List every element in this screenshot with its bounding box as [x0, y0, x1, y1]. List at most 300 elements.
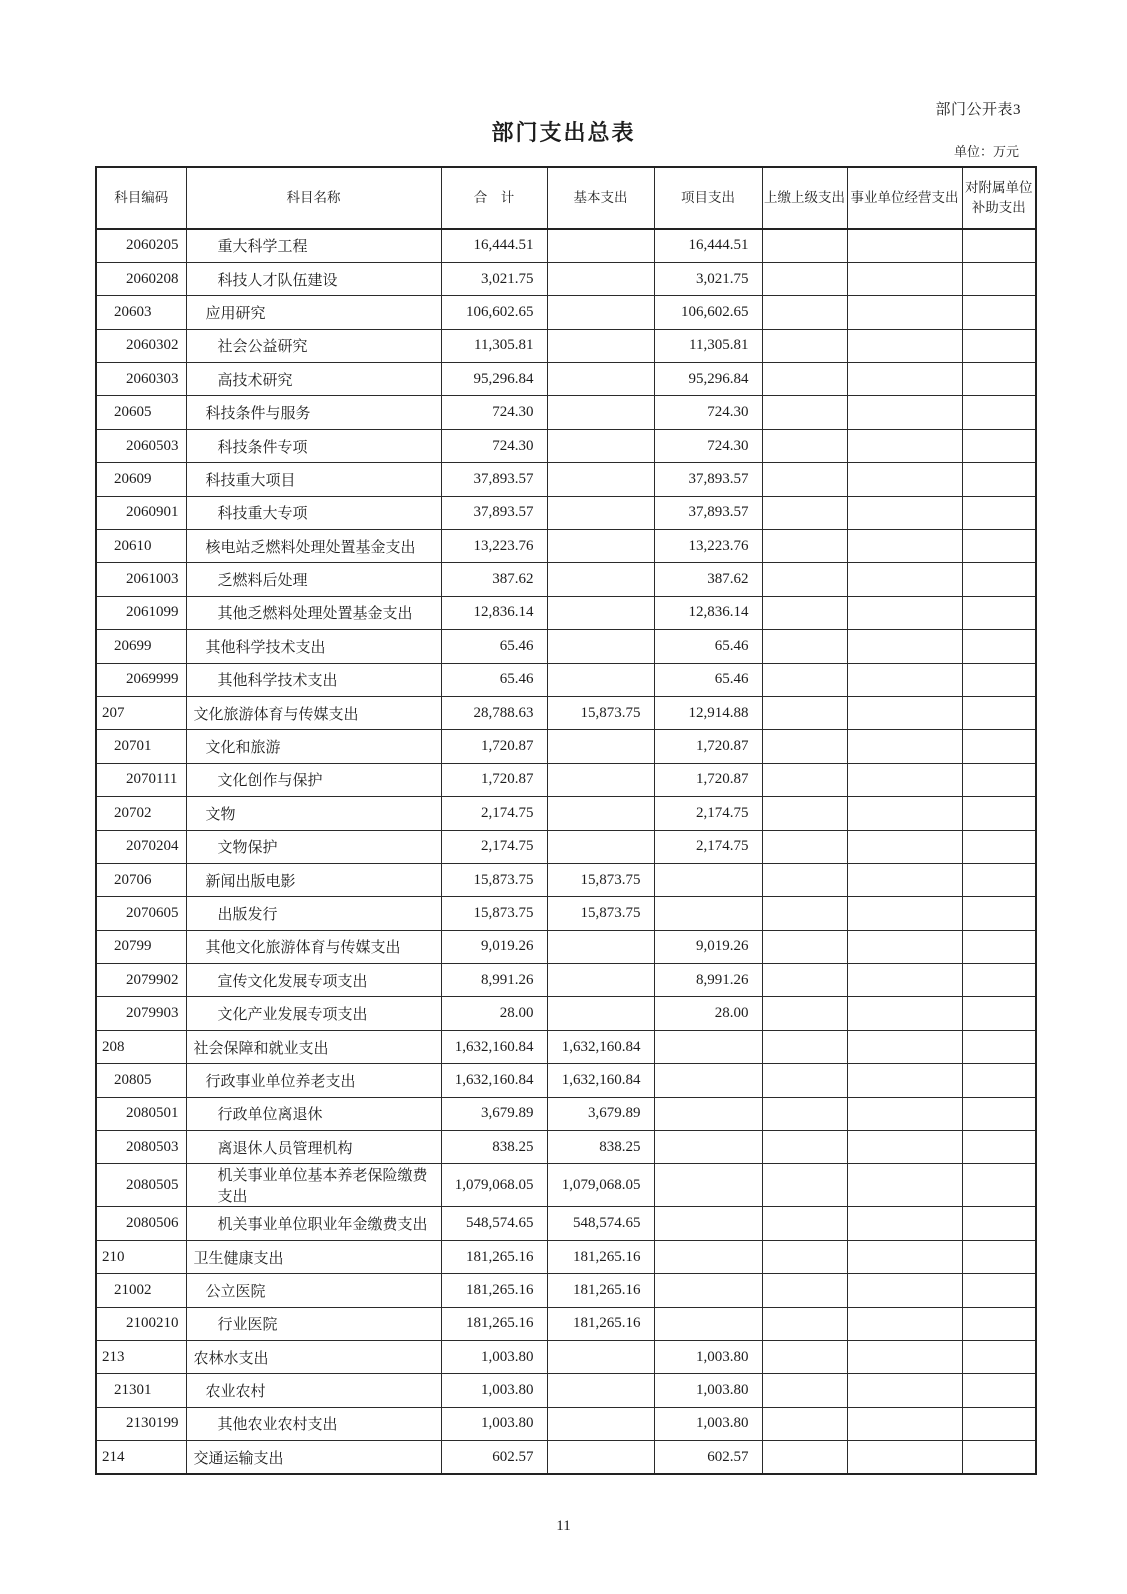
code-cell: 2060901: [96, 496, 186, 529]
upper-cell: [762, 1407, 847, 1440]
code-cell: 2060503: [96, 429, 186, 462]
basic-cell: 15,873.75: [547, 863, 654, 896]
total-cell: 1,003.80: [441, 1374, 547, 1407]
project-cell: [654, 1097, 762, 1130]
total-cell: 28,788.63: [441, 696, 547, 729]
basic-cell: [547, 1374, 654, 1407]
page-number: 11: [556, 1518, 571, 1534]
oper-cell: [847, 429, 962, 462]
basic-cell: [547, 830, 654, 863]
basic-cell: [547, 964, 654, 997]
basic-cell: [547, 1341, 654, 1374]
table-row: [96, 730, 1036, 763]
table-row: [96, 1407, 1036, 1440]
basic-cell: 838.25: [547, 1131, 654, 1164]
upper-cell: [762, 930, 847, 963]
upper-cell: [762, 730, 847, 763]
column-header-code: 科目编码: [96, 167, 186, 229]
oper-cell: [847, 830, 962, 863]
table-row: [96, 763, 1036, 796]
code-cell: 20702: [96, 797, 186, 830]
basic-cell: 15,873.75: [547, 696, 654, 729]
subsidy-cell: [962, 1307, 1036, 1340]
name-cell: 宣传文化发展专项支出: [186, 964, 441, 997]
total-cell: 602.57: [441, 1441, 547, 1474]
code-cell: 2069999: [96, 663, 186, 696]
upper-cell: [762, 1064, 847, 1097]
subsidy-cell: [962, 930, 1036, 963]
total-cell: 37,893.57: [441, 496, 547, 529]
total-cell: 838.25: [441, 1131, 547, 1164]
total-cell: 9,019.26: [441, 930, 547, 963]
name-cell: 农林水支出: [186, 1341, 441, 1374]
table-row: [96, 797, 1036, 830]
upper-cell: [762, 797, 847, 830]
table-row: [96, 1164, 1036, 1207]
subsidy-cell: [962, 229, 1036, 262]
upper-cell: [762, 1131, 847, 1164]
basic-cell: 1,632,160.84: [547, 1064, 654, 1097]
column-header-upper: 上缴上级支出: [762, 167, 847, 229]
table-row: [96, 964, 1036, 997]
oper-cell: [847, 763, 962, 796]
table-row: [96, 596, 1036, 629]
total-cell: 1,632,160.84: [441, 1030, 547, 1063]
basic-cell: [547, 930, 654, 963]
total-cell: 12,836.14: [441, 596, 547, 629]
oper-cell: [847, 897, 962, 930]
project-cell: 37,893.57: [654, 496, 762, 529]
total-cell: 95,296.84: [441, 363, 547, 396]
basic-cell: 1,079,068.05: [547, 1164, 654, 1207]
name-cell: 公立医院: [186, 1274, 441, 1307]
subsidy-cell: [962, 830, 1036, 863]
code-cell: 21301: [96, 1374, 186, 1407]
subsidy-cell: [962, 1207, 1036, 1240]
table-row: [96, 1097, 1036, 1130]
table-row: [96, 463, 1036, 496]
name-cell: 应用研究: [186, 296, 441, 329]
upper-cell: [762, 1307, 847, 1340]
oper-cell: [847, 563, 962, 596]
oper-cell: [847, 1407, 962, 1440]
oper-cell: [847, 997, 962, 1030]
column-header-name: 科目名称: [186, 167, 441, 229]
project-cell: 1,003.80: [654, 1407, 762, 1440]
basic-cell: [547, 329, 654, 362]
total-cell: 3,021.75: [441, 262, 547, 295]
table-row: [96, 1374, 1036, 1407]
subsidy-cell: [962, 1441, 1036, 1474]
upper-cell: [762, 830, 847, 863]
total-cell: 1,003.80: [441, 1407, 547, 1440]
table-row: [96, 296, 1036, 329]
oper-cell: [847, 930, 962, 963]
oper-cell: [847, 730, 962, 763]
table-row: [96, 830, 1036, 863]
oper-cell: [847, 964, 962, 997]
oper-cell: [847, 1164, 962, 1207]
oper-cell: [847, 1374, 962, 1407]
oper-cell: [847, 329, 962, 362]
code-cell: 2100210: [96, 1307, 186, 1340]
table-row: [96, 229, 1036, 262]
name-cell: 机关事业单位基本养老保险缴费支出: [186, 1164, 441, 1207]
code-cell: 213: [96, 1341, 186, 1374]
total-cell: 1,720.87: [441, 730, 547, 763]
basic-cell: 1,632,160.84: [547, 1030, 654, 1063]
table-row: [96, 563, 1036, 596]
table-row: [96, 1131, 1036, 1164]
project-cell: [654, 1274, 762, 1307]
oper-cell: [847, 630, 962, 663]
upper-cell: [762, 1274, 847, 1307]
total-cell: 181,265.16: [441, 1274, 547, 1307]
table-row: [96, 1030, 1036, 1063]
name-cell: 文化产业发展专项支出: [186, 997, 441, 1030]
code-cell: 2061099: [96, 596, 186, 629]
name-cell: 行政单位离退休: [186, 1097, 441, 1130]
name-cell: 其他乏燃料处理处置基金支出: [186, 596, 441, 629]
oper-cell: [847, 1064, 962, 1097]
total-cell: 1,003.80: [441, 1341, 547, 1374]
basic-cell: [547, 429, 654, 462]
oper-cell: [847, 596, 962, 629]
project-cell: 602.57: [654, 1441, 762, 1474]
oper-cell: [847, 1131, 962, 1164]
table-row: [96, 1240, 1036, 1273]
subsidy-cell: [962, 262, 1036, 295]
name-cell: 文化旅游体育与传媒支出: [186, 696, 441, 729]
upper-cell: [762, 530, 847, 563]
oper-cell: [847, 1097, 962, 1130]
table-row: [96, 329, 1036, 362]
upper-cell: [762, 964, 847, 997]
upper-cell: [762, 630, 847, 663]
total-cell: 724.30: [441, 396, 547, 429]
project-cell: 37,893.57: [654, 463, 762, 496]
table-row: [96, 496, 1036, 529]
name-cell: 新闻出版电影: [186, 863, 441, 896]
project-cell: [654, 1164, 762, 1207]
name-cell: 科技人才队伍建设: [186, 262, 441, 295]
subsidy-cell: [962, 897, 1036, 930]
project-cell: 106,602.65: [654, 296, 762, 329]
basic-cell: [547, 363, 654, 396]
code-cell: 2060205: [96, 229, 186, 262]
code-cell: 20605: [96, 396, 186, 429]
name-cell: 社会公益研究: [186, 329, 441, 362]
oper-cell: [847, 1307, 962, 1340]
upper-cell: [762, 663, 847, 696]
page-title: 部门支出总表: [491, 120, 636, 145]
table-row: [96, 1341, 1036, 1374]
upper-cell: [762, 363, 847, 396]
project-cell: 1,003.80: [654, 1374, 762, 1407]
upper-cell: [762, 463, 847, 496]
basic-cell: [547, 797, 654, 830]
basic-cell: [547, 1407, 654, 1440]
name-cell: 离退休人员管理机构: [186, 1131, 441, 1164]
column-header-project: 项目支出: [654, 167, 762, 229]
oper-cell: [847, 1341, 962, 1374]
expenditure-summary-table: [95, 166, 1037, 1475]
basic-cell: [547, 530, 654, 563]
code-cell: 2060303: [96, 363, 186, 396]
subsidy-cell: [962, 997, 1036, 1030]
upper-cell: [762, 1374, 847, 1407]
basic-cell: [547, 262, 654, 295]
oper-cell: [847, 1441, 962, 1474]
subsidy-cell: [962, 964, 1036, 997]
upper-cell: [762, 897, 847, 930]
basic-cell: [547, 563, 654, 596]
name-cell: 卫生健康支出: [186, 1240, 441, 1273]
subsidy-cell: [962, 1030, 1036, 1063]
total-cell: 1,079,068.05: [441, 1164, 547, 1207]
subsidy-cell: [962, 1374, 1036, 1407]
code-cell: 2079902: [96, 964, 186, 997]
code-cell: 2080503: [96, 1131, 186, 1164]
subsidy-cell: [962, 296, 1036, 329]
upper-cell: [762, 396, 847, 429]
code-cell: 210: [96, 1240, 186, 1273]
table-row: [96, 863, 1036, 896]
code-cell: 2070605: [96, 897, 186, 930]
subsidy-cell: [962, 663, 1036, 696]
project-cell: 1,720.87: [654, 763, 762, 796]
upper-cell: [762, 563, 847, 596]
upper-cell: [762, 429, 847, 462]
oper-cell: [847, 530, 962, 563]
upper-cell: [762, 863, 847, 896]
project-cell: 724.30: [654, 429, 762, 462]
total-cell: 28.00: [441, 997, 547, 1030]
code-cell: 20603: [96, 296, 186, 329]
subsidy-cell: [962, 1240, 1036, 1273]
name-cell: 其他农业农村支出: [186, 1407, 441, 1440]
basic-cell: [547, 229, 654, 262]
table-row: [96, 262, 1036, 295]
project-cell: 2,174.75: [654, 830, 762, 863]
table-row: [96, 663, 1036, 696]
project-cell: [654, 1131, 762, 1164]
code-cell: 208: [96, 1030, 186, 1063]
table-row: [96, 1207, 1036, 1240]
total-cell: 548,574.65: [441, 1207, 547, 1240]
total-cell: 16,444.51: [441, 229, 547, 262]
oper-cell: [847, 229, 962, 262]
code-cell: 2080505: [96, 1164, 186, 1207]
basic-cell: [547, 396, 654, 429]
name-cell: 出版发行: [186, 897, 441, 930]
basic-cell: 181,265.16: [547, 1307, 654, 1340]
project-cell: [654, 1240, 762, 1273]
project-cell: [654, 1307, 762, 1340]
table-row: [96, 396, 1036, 429]
total-cell: 1,632,160.84: [441, 1064, 547, 1097]
oper-cell: [847, 1240, 962, 1273]
basic-cell: 3,679.89: [547, 1097, 654, 1130]
code-cell: 2070204: [96, 830, 186, 863]
name-cell: 科技条件与服务: [186, 396, 441, 429]
table-row: [96, 1274, 1036, 1307]
subsidy-cell: [962, 797, 1036, 830]
code-cell: 2080501: [96, 1097, 186, 1130]
upper-cell: [762, 1030, 847, 1063]
subsidy-cell: [962, 763, 1036, 796]
table-row: [96, 363, 1036, 396]
upper-cell: [762, 1240, 847, 1273]
upper-cell: [762, 1164, 847, 1207]
subsidy-cell: [962, 730, 1036, 763]
code-cell: 20701: [96, 730, 186, 763]
project-cell: 16,444.51: [654, 229, 762, 262]
total-cell: 65.46: [441, 663, 547, 696]
total-cell: 2,174.75: [441, 830, 547, 863]
subsidy-cell: [962, 863, 1036, 896]
column-header-total: 合 计: [441, 167, 547, 229]
table-row: [96, 630, 1036, 663]
name-cell: 高技术研究: [186, 363, 441, 396]
name-cell: 交通运输支出: [186, 1441, 441, 1474]
table-row: [96, 696, 1036, 729]
name-cell: 社会保障和就业支出: [186, 1030, 441, 1063]
subsidy-cell: [962, 1407, 1036, 1440]
subsidy-cell: [962, 496, 1036, 529]
basic-cell: [547, 496, 654, 529]
subsidy-cell: [962, 329, 1036, 362]
subsidy-cell: [962, 1064, 1036, 1097]
subsidy-cell: [962, 396, 1036, 429]
upper-cell: [762, 229, 847, 262]
total-cell: 181,265.16: [441, 1240, 547, 1273]
total-cell: 8,991.26: [441, 964, 547, 997]
code-cell: 214: [96, 1441, 186, 1474]
total-cell: 15,873.75: [441, 863, 547, 896]
total-cell: 724.30: [441, 429, 547, 462]
name-cell: 核电站乏燃料处理处置基金支出: [186, 530, 441, 563]
oper-cell: [847, 396, 962, 429]
code-cell: 20799: [96, 930, 186, 963]
name-cell: 行政事业单位养老支出: [186, 1064, 441, 1097]
basic-cell: [547, 296, 654, 329]
total-cell: 387.62: [441, 563, 547, 596]
code-cell: 2130199: [96, 1407, 186, 1440]
project-cell: 95,296.84: [654, 363, 762, 396]
table-row: [96, 530, 1036, 563]
code-cell: 20699: [96, 630, 186, 663]
name-cell: 科技重大项目: [186, 463, 441, 496]
table-row: [96, 930, 1036, 963]
name-cell: 科技重大专项: [186, 496, 441, 529]
name-cell: 其他文化旅游体育与传媒支出: [186, 930, 441, 963]
project-cell: 1,003.80: [654, 1341, 762, 1374]
project-cell: 28.00: [654, 997, 762, 1030]
oper-cell: [847, 463, 962, 496]
column-header-basic: 基本支出: [547, 167, 654, 229]
upper-cell: [762, 262, 847, 295]
table-row: [96, 1441, 1036, 1474]
upper-cell: [762, 596, 847, 629]
basic-cell: [547, 630, 654, 663]
table-row: [96, 897, 1036, 930]
total-cell: 1,720.87: [441, 763, 547, 796]
project-cell: 724.30: [654, 396, 762, 429]
oper-cell: [847, 296, 962, 329]
code-cell: 20706: [96, 863, 186, 896]
code-cell: 20805: [96, 1064, 186, 1097]
oper-cell: [847, 797, 962, 830]
total-cell: 65.46: [441, 630, 547, 663]
table-row: [96, 1064, 1036, 1097]
project-cell: 2,174.75: [654, 797, 762, 830]
basic-cell: [547, 1441, 654, 1474]
subsidy-cell: [962, 530, 1036, 563]
name-cell: 文物: [186, 797, 441, 830]
basic-cell: [547, 997, 654, 1030]
name-cell: 重大科学工程: [186, 229, 441, 262]
name-cell: 文化创作与保护: [186, 763, 441, 796]
code-cell: 2080506: [96, 1207, 186, 1240]
total-cell: 13,223.76: [441, 530, 547, 563]
oper-cell: [847, 262, 962, 295]
name-cell: 机关事业单位职业年金缴费支出: [186, 1207, 441, 1240]
subsidy-cell: [962, 1097, 1036, 1130]
subsidy-cell: [962, 630, 1036, 663]
project-cell: [654, 1030, 762, 1063]
basic-cell: [547, 596, 654, 629]
name-cell: 农业农村: [186, 1374, 441, 1407]
oper-cell: [847, 1207, 962, 1240]
subsidy-cell: [962, 696, 1036, 729]
code-cell: 2060302: [96, 329, 186, 362]
total-cell: 181,265.16: [441, 1307, 547, 1340]
upper-cell: [762, 696, 847, 729]
oper-cell: [847, 1030, 962, 1063]
basic-cell: [547, 663, 654, 696]
project-cell: 3,021.75: [654, 262, 762, 295]
code-cell: 207: [96, 696, 186, 729]
subsidy-cell: [962, 1341, 1036, 1374]
project-cell: 8,991.26: [654, 964, 762, 997]
upper-cell: [762, 1341, 847, 1374]
project-cell: 65.46: [654, 630, 762, 663]
basic-cell: [547, 463, 654, 496]
subsidy-cell: [962, 363, 1036, 396]
basic-cell: 181,265.16: [547, 1274, 654, 1307]
name-cell: 其他科学技术支出: [186, 630, 441, 663]
table-header-row: [96, 167, 1036, 229]
project-cell: 65.46: [654, 663, 762, 696]
doc-label: 部门公开表3: [935, 102, 1021, 118]
oper-cell: [847, 363, 962, 396]
subsidy-cell: [962, 429, 1036, 462]
oper-cell: [847, 696, 962, 729]
basic-cell: 548,574.65: [547, 1207, 654, 1240]
upper-cell: [762, 329, 847, 362]
basic-cell: 15,873.75: [547, 897, 654, 930]
total-cell: 15,873.75: [441, 897, 547, 930]
upper-cell: [762, 1207, 847, 1240]
upper-cell: [762, 1097, 847, 1130]
oper-cell: [847, 663, 962, 696]
project-cell: 11,305.81: [654, 329, 762, 362]
code-cell: 2070111: [96, 763, 186, 796]
total-cell: 3,679.89: [441, 1097, 547, 1130]
project-cell: 12,914.88: [654, 696, 762, 729]
code-cell: 2079903: [96, 997, 186, 1030]
